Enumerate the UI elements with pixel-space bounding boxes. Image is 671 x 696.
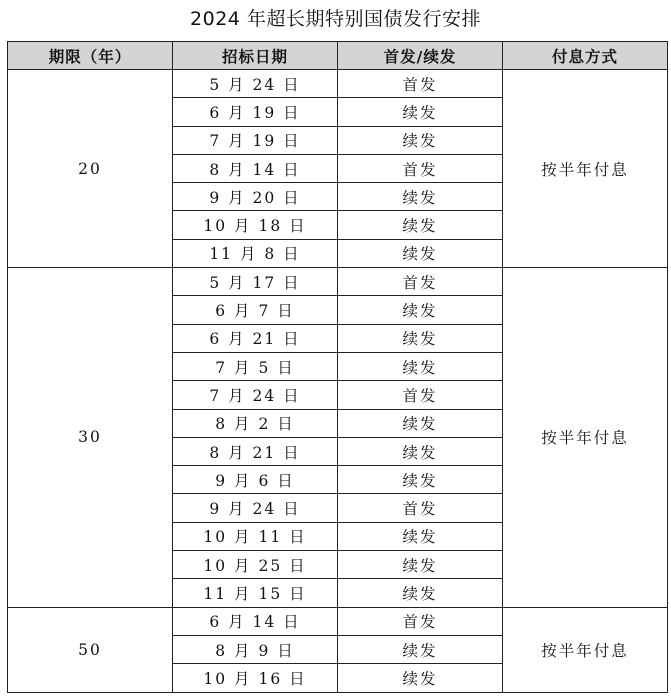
auction-date-cell: 10 月 16 日 [173, 664, 338, 692]
issue-type-cell: 续发 [338, 522, 503, 550]
issue-type-cell: 续发 [338, 98, 503, 126]
issue-type-cell: 续发 [338, 324, 503, 352]
auction-date-cell: 5 月 17 日 [173, 268, 338, 296]
issue-type-cell: 续发 [338, 551, 503, 579]
auction-date-cell: 8 月 21 日 [173, 437, 338, 465]
issue-type-cell: 续发 [338, 352, 503, 380]
auction-date-cell: 11 月 15 日 [173, 579, 338, 607]
issue-type-cell: 续发 [338, 437, 503, 465]
issue-type-cell: 续发 [338, 239, 503, 267]
term-cell: 30 [8, 268, 173, 608]
auction-date-cell: 9 月 24 日 [173, 494, 338, 522]
issue-type-cell: 首发 [338, 268, 503, 296]
auction-date-cell: 5 月 24 日 [173, 70, 338, 98]
bond-schedule-table [7, 41, 668, 693]
auction-date-cell: 10 月 25 日 [173, 551, 338, 579]
header-term: 期限（年） [8, 42, 173, 70]
auction-date-cell: 9 月 20 日 [173, 183, 338, 211]
auction-date-cell: 6 月 21 日 [173, 324, 338, 352]
issue-type-cell: 首发 [338, 154, 503, 182]
header-interest-payment: 付息方式 [503, 42, 668, 70]
table-row [8, 70, 668, 98]
interest-payment-cell: 按半年付息 [503, 607, 668, 692]
auction-date-cell: 8 月 9 日 [173, 635, 338, 663]
table-row [8, 607, 668, 635]
auction-date-cell: 6 月 14 日 [173, 607, 338, 635]
auction-date-cell: 6 月 19 日 [173, 98, 338, 126]
term-cell: 20 [8, 70, 173, 268]
issue-type-cell: 首发 [338, 607, 503, 635]
header-row [8, 42, 668, 70]
auction-date-cell: 7 月 19 日 [173, 126, 338, 154]
issue-type-cell: 续发 [338, 126, 503, 154]
issue-type-cell: 续发 [338, 211, 503, 239]
table-row [8, 268, 668, 296]
issue-type-cell: 续发 [338, 466, 503, 494]
auction-date-cell: 7 月 24 日 [173, 381, 338, 409]
auction-date-cell: 11 月 8 日 [173, 239, 338, 267]
term-cell: 50 [8, 607, 173, 692]
header-auction-date: 招标日期 [173, 42, 338, 70]
table-body [8, 70, 668, 693]
header-issue-type: 首发/续发 [338, 42, 503, 70]
auction-date-cell: 10 月 11 日 [173, 522, 338, 550]
issue-type-cell: 续发 [338, 635, 503, 663]
issue-type-cell: 首发 [338, 381, 503, 409]
issue-type-cell: 续发 [338, 579, 503, 607]
page-title: 2024 年超长期特别国债发行安排 [190, 8, 481, 30]
auction-date-cell: 10 月 18 日 [173, 211, 338, 239]
interest-payment-cell: 按半年付息 [503, 70, 668, 268]
issue-type-cell: 续发 [338, 183, 503, 211]
auction-date-cell: 7 月 5 日 [173, 352, 338, 380]
auction-date-cell: 6 月 7 日 [173, 296, 338, 324]
issue-type-cell: 首发 [338, 494, 503, 522]
issue-type-cell: 首发 [338, 70, 503, 98]
auction-date-cell: 8 月 14 日 [173, 154, 338, 182]
issue-type-cell: 续发 [338, 664, 503, 692]
auction-date-cell: 8 月 2 日 [173, 409, 338, 437]
issue-type-cell: 续发 [338, 296, 503, 324]
auction-date-cell: 9 月 6 日 [173, 466, 338, 494]
table-header [8, 42, 668, 70]
issue-type-cell: 续发 [338, 409, 503, 437]
interest-payment-cell: 按半年付息 [503, 268, 668, 608]
